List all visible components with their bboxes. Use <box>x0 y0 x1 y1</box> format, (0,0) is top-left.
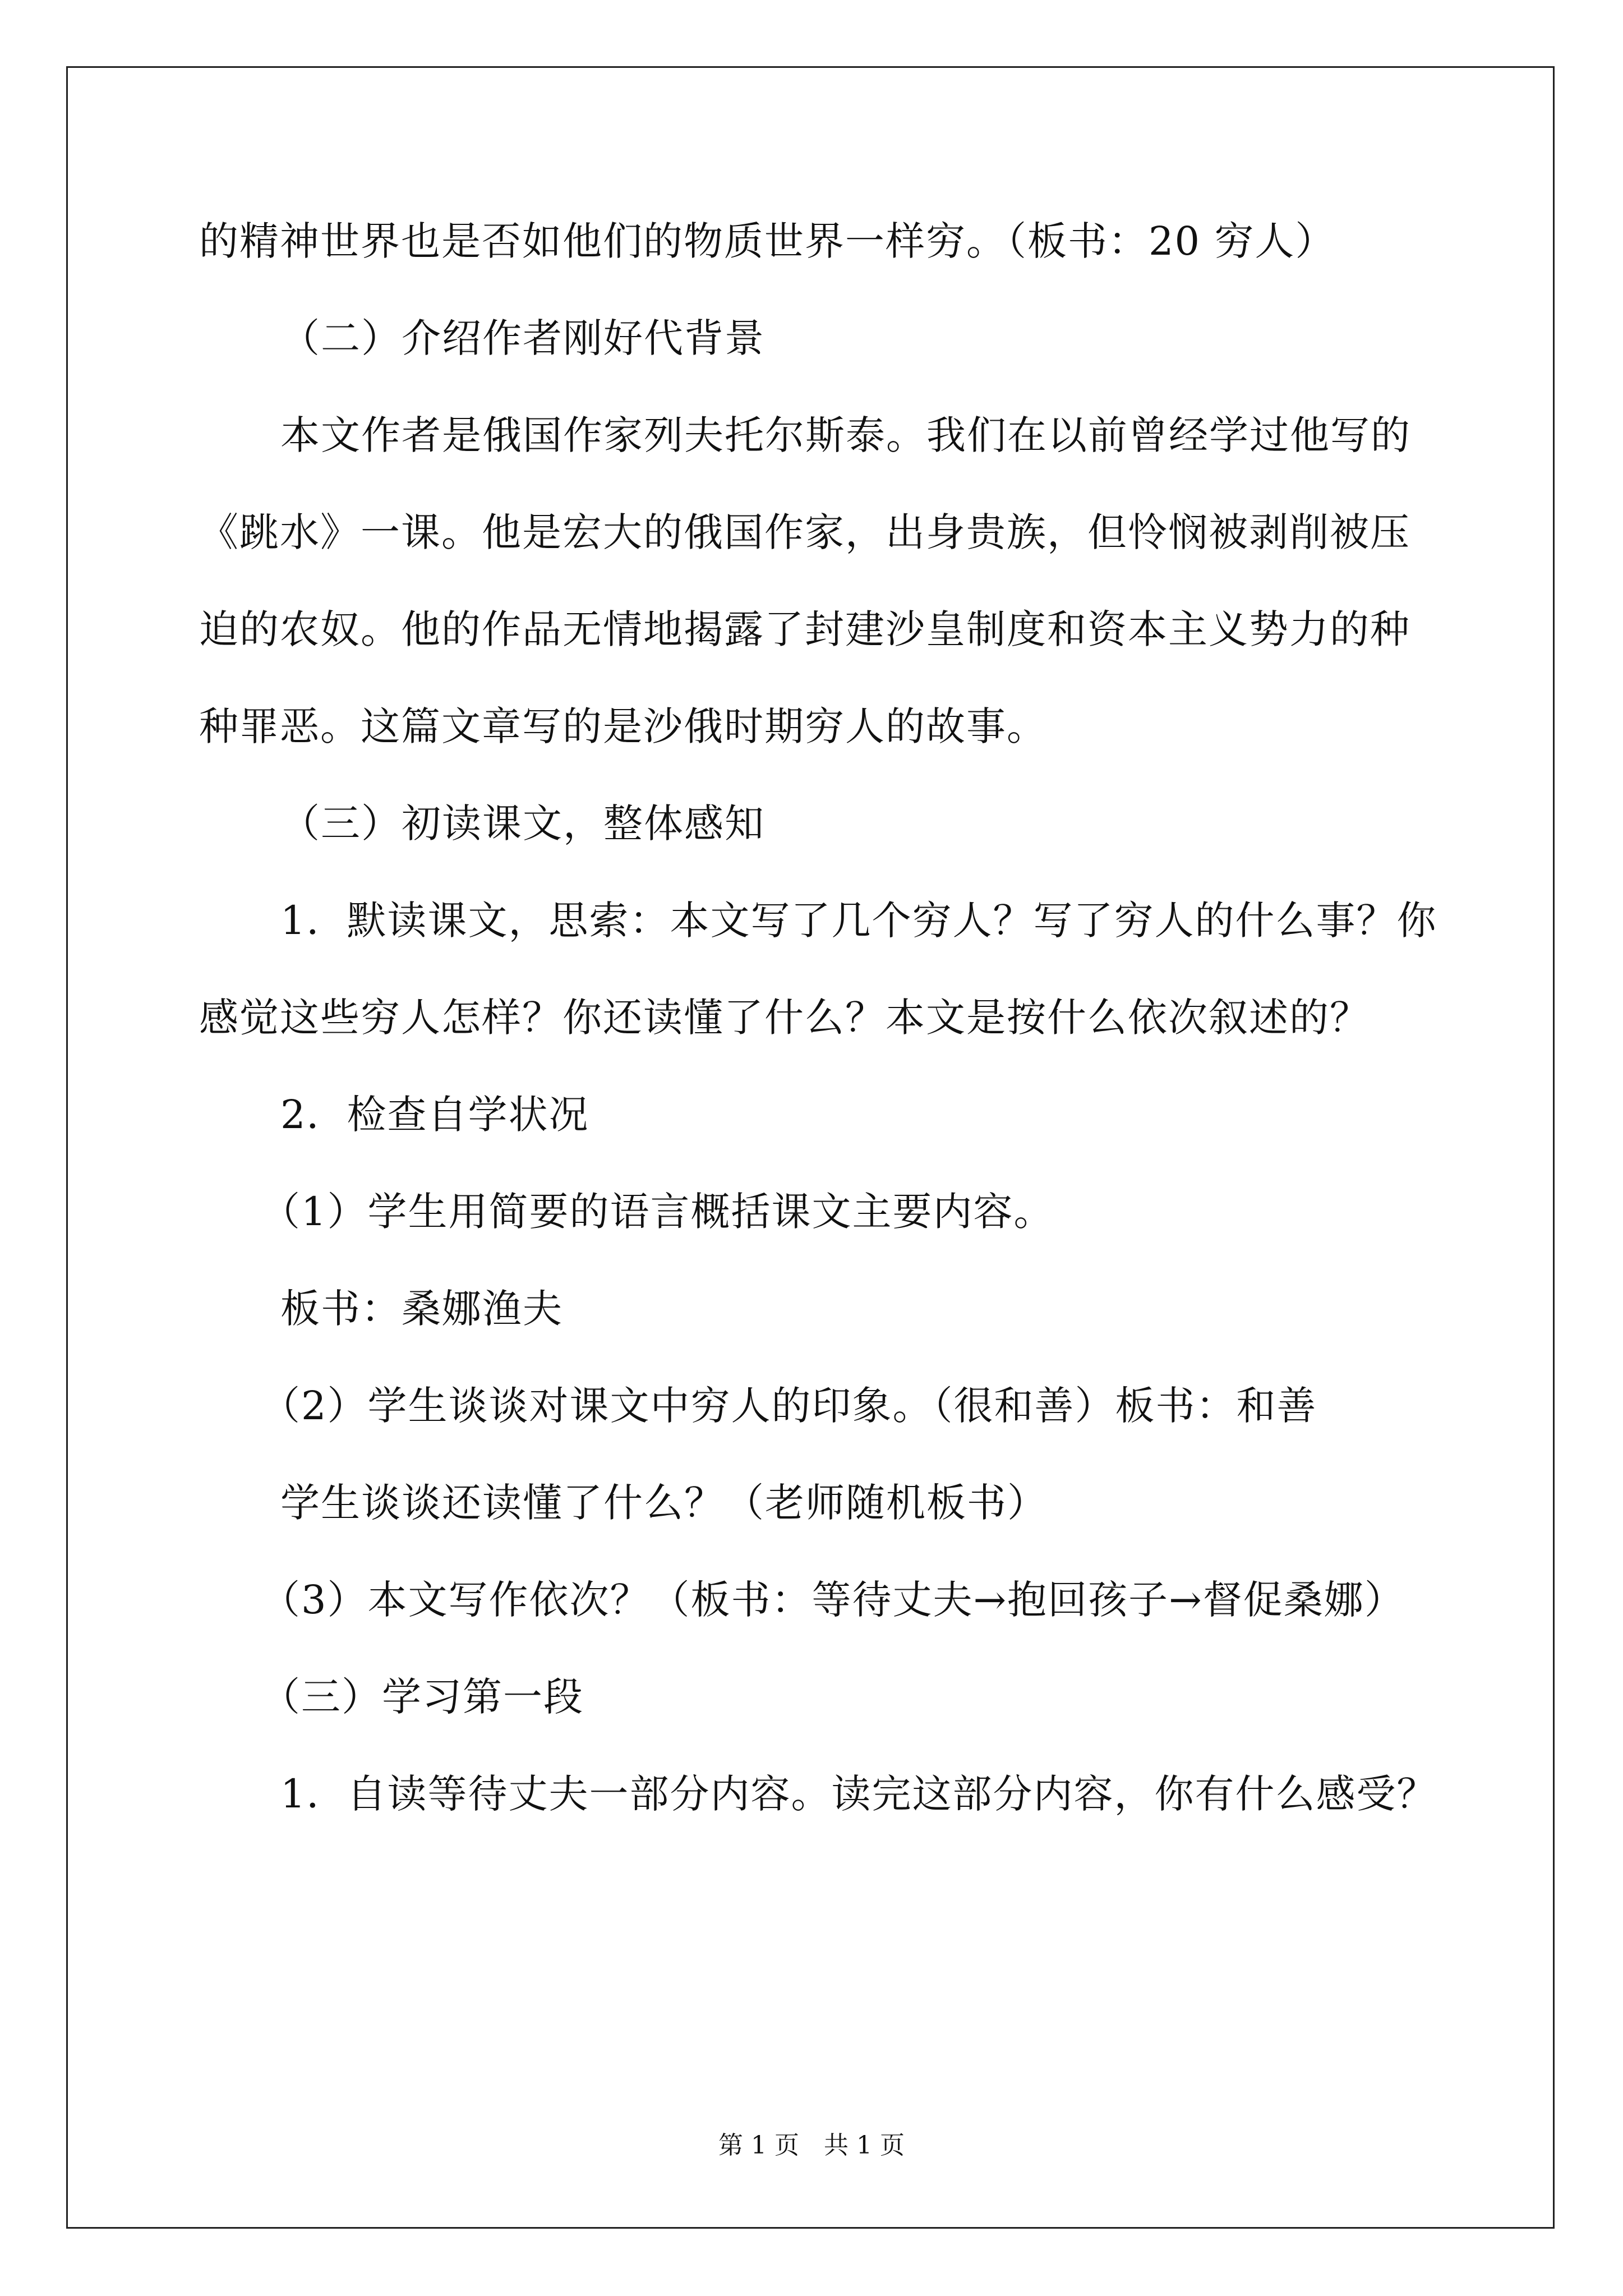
text-line: 板书：桑娜渔夫 <box>280 1286 563 1332</box>
section-heading: （三）学习第一段 <box>261 1674 584 1720</box>
text-line: （3）本文写作依次？（板书：等待丈夫→抱回孩子→督促桑娜） <box>261 1577 1405 1623</box>
text-line: 感觉这些穷人怎样？你还读懂了什么？本文是按什么依次叙述的？ <box>199 995 1370 1041</box>
text-line: 1．默读课文，思索：本文写了几个穷人？写了穷人的什么事？你 <box>280 898 1437 944</box>
page-border <box>66 66 1555 2229</box>
text-line: 学生谈谈还读懂了什么？（老师随机板书） <box>280 1480 1048 1526</box>
text-line: 种罪恶。这篇文章写的是沙俄时期穷人的故事。 <box>199 703 1047 749</box>
text-line: 的精神世界也是否如他们的物质世界一样穷。（板书：20 穷人） <box>199 218 1336 264</box>
page-number: 第 1 页 共 1 页 <box>718 2131 905 2160</box>
text-line: 2．检查自学状况 <box>280 1092 589 1138</box>
text-line: 迫的农奴。他的作品无情地揭露了封建沙皇制度和资本主义势力的种 <box>199 606 1410 652</box>
text-line: 1．自读等待丈夫一部分内容。读完这部分内容，你有什么感受？ <box>280 1771 1437 1817</box>
text-line: （1）学生用简要的语言概括课文主要内容。 <box>261 1189 1054 1235</box>
text-line: （2）学生谈谈对课文中穷人的印象。（很和善）板书：和善 <box>261 1383 1317 1429</box>
section-heading: （三）初读课文，整体感知 <box>280 800 765 846</box>
section-heading: （二）介绍作者刚好代背景 <box>280 315 765 361</box>
text-line: 本文作者是俄国作家列夫托尔斯泰。我们在以前曾经学过他写的 <box>280 412 1411 458</box>
text-line: 《跳水》一课。他是宏大的俄国作家，出身贵族，但怜悯被剥削被压 <box>199 509 1410 555</box>
